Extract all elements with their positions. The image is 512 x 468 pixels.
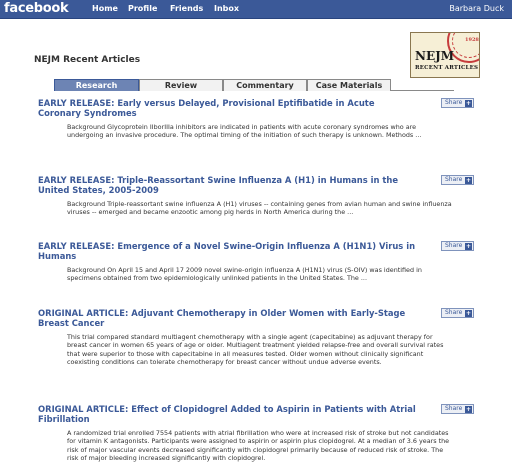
badge-recent-articles-text: RECENT ARTICLES [415, 65, 479, 71]
nav-inbox[interactable]: Inbox [214, 4, 240, 13]
article-title-link[interactable]: EARLY RELEASE: Emergence of a Novel Swine-Origin Influenza A (H1N1) Virus in Humans [38, 241, 416, 261]
article-item [38, 241, 478, 283]
article-title-link[interactable]: EARLY RELEASE: Triple-Reassortant Swine Influenza A (H1) in Humans in the United States, 2005-2009 [38, 175, 399, 195]
category-tabs [54, 79, 454, 91]
tab-review[interactable]: Review [139, 79, 223, 91]
nav-profile[interactable]: Profile [128, 4, 158, 13]
article-summary: A randomized trial enrolled 7554 patients with atrial fibrillation who were at increased risk of stroke but not candidates for vitamin K antagonists. Participants were assigned to aspirin or aspirin plus clopidogrel. At a median of 3.6 years the risk of major vascular events decreased significantly with clopidogrel primarily because of reduced risk of stroke. The risk of major bleeding increased significantly with clopidogrel. [67, 429, 450, 462]
seal-year: 1928 [465, 37, 479, 43]
share-button[interactable] [441, 241, 474, 251]
nejm-badge-logo [410, 32, 480, 78]
article-title-link[interactable]: ORIGINAL ARTICLE: Adjuvant Chemotherapy in Older Women with Early-Stage Breast Cancer [38, 308, 406, 328]
share-plus-icon: + [465, 177, 472, 184]
tab-commentary[interactable]: Commentary [223, 79, 307, 91]
nav-home[interactable]: Home [92, 4, 118, 13]
share-plus-icon: + [465, 310, 472, 317]
tab-research[interactable]: Research [54, 79, 139, 91]
article-summary: Background Triple-reassortant swine influenza A (H1) viruses -- containing genes from avian human and swine influenza viruses -- emerged and became enzootic among pig herds in North America during the ... [67, 200, 452, 217]
share-label: Share [445, 176, 463, 183]
share-button[interactable] [441, 98, 474, 108]
share-label: Share [445, 242, 463, 249]
article-item [38, 404, 478, 462]
share-button[interactable] [441, 175, 474, 185]
share-plus-icon: + [465, 100, 472, 107]
share-label: Share [445, 99, 463, 106]
facebook-logo[interactable]: facebook [4, 1, 69, 16]
tab-case-materials[interactable]: Case Materials [307, 79, 391, 91]
share-button[interactable] [441, 308, 474, 318]
share-label: Share [445, 405, 463, 412]
share-button[interactable] [441, 404, 474, 414]
article-title-link[interactable]: ORIGINAL ARTICLE: Effect of Clopidogrel Added to Aspirin in Patients with Atrial Fibrillation [38, 404, 416, 424]
badge-nejm-text: NEJM [415, 49, 455, 63]
nav-friends[interactable]: Friends [170, 4, 204, 13]
share-plus-icon: + [465, 243, 472, 250]
article-summary: This trial compared standard multiagent chemotherapy with a single agent (capecitabine) as adjuvant therapy for breast cancer in women 65 years of age or older. Multiagent treatment yielded relapse-free and overall survival rates that were superior to those with capecitabine in all measures tested. Older women without clinically significant coexisting conditions can tolerate chemotherapy for breast cancer without undue adverse events. [67, 333, 444, 366]
share-label: Share [445, 309, 463, 316]
article-summary: Background Glycoprotein IIborIIIa inhibitors are indicated in patients with acute coronary syndromes who are undergoing an invasive procedure. The optimal timing of the initiation of such therapy is unknown. Methods ... [67, 123, 422, 140]
article-item [38, 98, 478, 140]
article-summary: Background On April 15 and April 17 2009 novel swine-origin influenza A (H1N1) virus (S-OIV) was identified in specimens obtained from two epidemiologically unlinked patients in the United States. The ... [67, 266, 422, 283]
article-item [38, 308, 478, 366]
app-title: NEJM Recent Articles [34, 55, 141, 65]
article-item [38, 175, 478, 217]
share-plus-icon: + [465, 406, 472, 413]
user-name-link[interactable]: Barbara Duck [449, 4, 504, 13]
facebook-topbar [0, 0, 512, 19]
article-title-link[interactable]: EARLY RELEASE: Early versus Delayed, Provisional Eptifibatide in Acute Coronary Syndromes [38, 98, 375, 118]
